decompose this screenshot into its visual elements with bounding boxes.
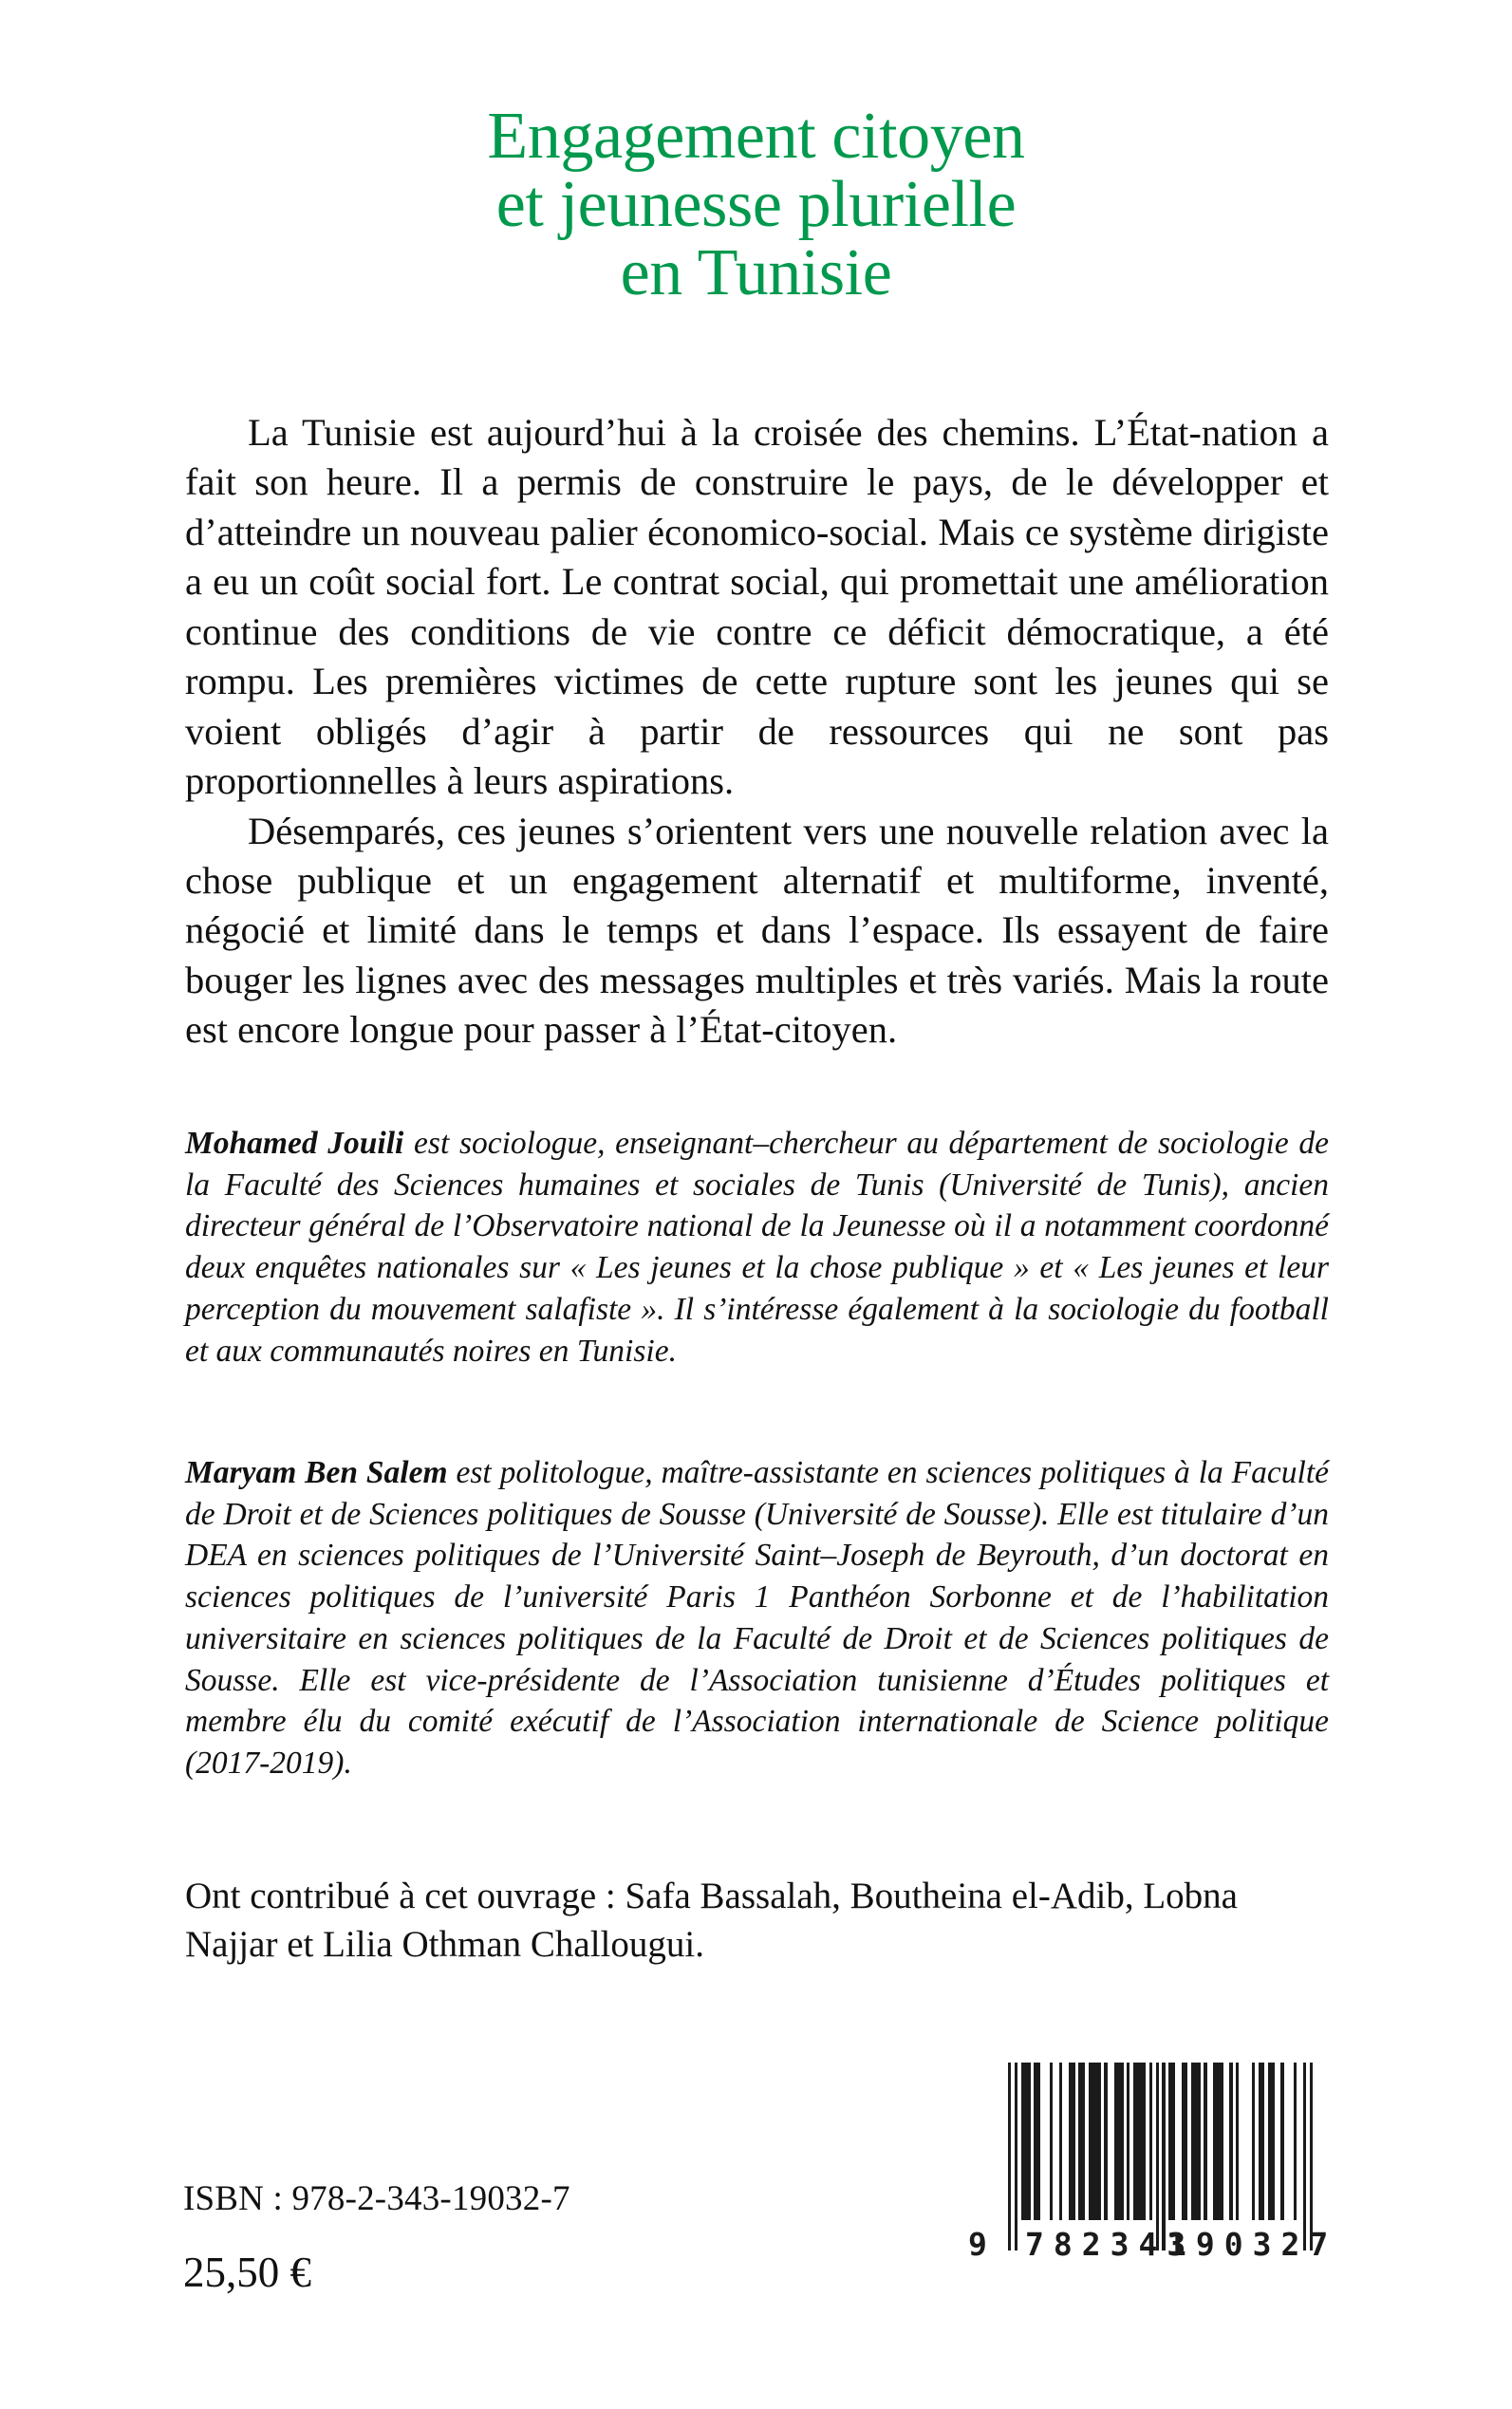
barcode-space [1239,2063,1252,2220]
barcode-bar [1069,2063,1075,2220]
barcode-bar [1114,2063,1124,2220]
barcode-bar [1133,2063,1147,2220]
barcode-space [1053,2063,1059,2220]
barcode-bar [1168,2063,1175,2220]
title-line-3: en Tunisie [620,236,892,310]
blurb-paragraph-1: La Tunisie est aujourd’hui à la croisée des chemins. L’État-nation a fait son heure. Il a permis de construire le pays, de le développer et d’atteindre un nouveau palier économico-social. Mais ce système dirigiste a eu un coût social fort. Le contrat social, qui promettait une amélioration continue des conditions de vie contre ce déficit démocratique, a été rompu. Les premières victimes de cette rupture sont les jeunes qui se voient obligés d’agir à partir de ressources qui ne sont pas proportionnelles à leurs aspirations. [185,411,1329,803]
barcode-bar [1259,2063,1265,2220]
barcode-space [1284,2063,1294,2220]
book-title [0,100,1512,310]
barcode-digits [966,2226,1338,2264]
isbn-text: ISBN : 978-2-343-19032-7 [183,2179,570,2218]
barcode-lead-digit: 9 [968,2226,987,2263]
barcode-space [1297,2063,1303,2220]
barcode-space [1175,2063,1182,2220]
barcode-bar [1089,2063,1102,2220]
barcode-space [1108,2063,1114,2220]
barcode-bar [1021,2063,1031,2220]
barcode-bar [1034,2063,1040,2220]
author-name-2: Maryam Ben Salem [185,1455,448,1490]
book-blurb [185,408,1329,1055]
barcode-bar [1191,2063,1201,2220]
title-line-2: et jeunesse plurielle [495,168,1017,242]
barcode-space [1275,2063,1281,2220]
blurb-paragraph-2: Désemparés, ces jeunes s’orientent vers une nouvelle relation avec la chose publique et un engagement alternatif et multiforme, inventé, négocié et limité dans le temps et dans l’espace. Ils essayent de faire bouger les lignes avec des messages multiples et très variés. Mais la route est encore longue pour passer à l’État-citoyen. [185,809,1329,1052]
barcode-left-group: 782343 [1025,2226,1196,2263]
author-bio-maryam-ben-salem [185,1452,1329,1784]
barcode-space [1207,2063,1214,2220]
title-line-1: Engagement citoyen [487,100,1025,173]
contributors-note: Ont contribué à cet ouvrage : Safa Bassalah, Boutheina el-Adib, Lobna Najjar et Lilia Othman Challougui. [185,1876,1238,1965]
barcode-space [1040,2063,1050,2220]
author-bio-text-2: est politologue, maître-assistante en sciences politiques à la Faculté de Droit et de Sciences politiques de Sousse (Université de Sousse). Elle est titulaire d’un DEA en sciences politiques de l’Université Saint–Joseph de Beyrouth, d’un doctorat en sciences politiques de l’université Paris 1 Panthéon Sorbonne et de l’habilitation universitaire en sciences politiques de la Faculté de Droit et de Sciences politiques de Sousse. Elle est vice-présidente de l’Association tunisienne d’Études politiques et membre élu du comité exécutif de l’Association internationale de Science politique (2017-2019). [185,1455,1329,1781]
author-name-1: Mohamed Jouili [185,1126,404,1161]
barcode-space [1062,2063,1069,2220]
ean13-barcode [966,2063,1338,2300]
author-bio-mohamed-jouili [185,1123,1329,1372]
barcode-bar [1310,2063,1313,2250]
barcode-bar [1078,2063,1085,2220]
barcode-space [1223,2063,1230,2220]
author-bio-text-1: est sociologue, enseignant–chercheur au département de sociologie de la Faculté des Sciences humaines et sociales de Tunis (Université de Tunis), ancien directeur général de l’Observatoire national de la Jeunesse où il a notamment coordonné deux enquêtes nationales sur « Les jeunes et la chose publique » et « Les jeunes et leur perception du mouvement salafiste ». Il s’intéresse également à la sociologie du football et aux communautés noires en Tunisie. [185,1126,1330,1369]
price-text: 25,50 € [183,2249,311,2296]
barcode-bars [1008,2063,1314,2250]
barcode-bar [1268,2063,1275,2220]
barcode-bar [1182,2063,1188,2220]
barcode-bar [1213,2063,1223,2220]
barcode-right-group: 190327 [1167,2226,1338,2263]
